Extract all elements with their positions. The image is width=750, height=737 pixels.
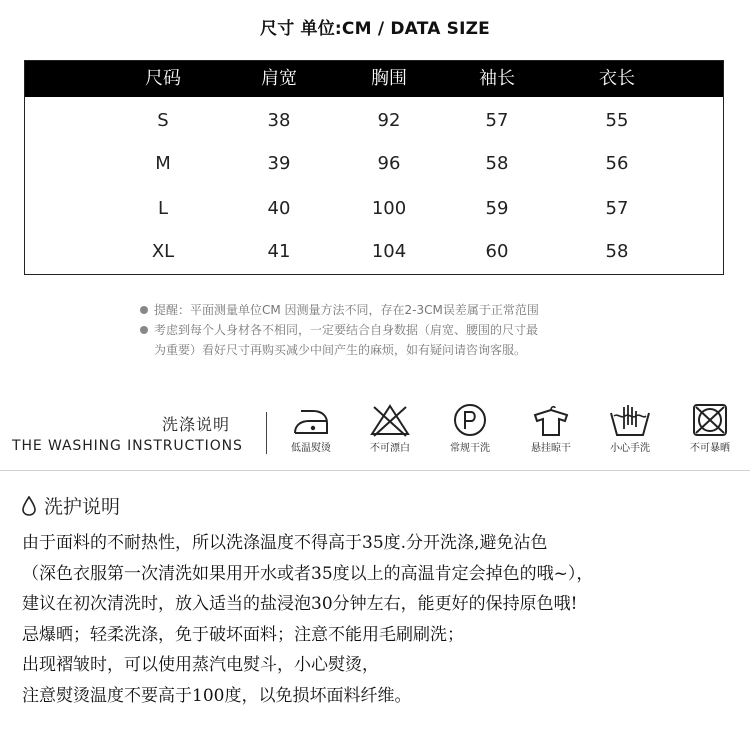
header-length: 衣长 [599,68,635,89]
wash-instruction [430,403,510,454]
care-line: 出现褶皱时，可以使用蒸汽电熨斗，小心熨烫， [22,655,379,675]
wash-instruction [670,403,750,454]
wash-instruction [590,403,670,454]
note-item [138,300,638,320]
hang-dry-icon [529,403,573,437]
cell-length: 56 [605,153,629,174]
cell-shoulder: 38 [267,110,291,131]
care-body [22,528,750,711]
dry-clean-p-icon [448,403,492,437]
cell-size: L [157,198,169,219]
cell-size: M [155,153,171,174]
cell-length: 55 [605,110,629,131]
page-title: 尺寸 单位:CM / DATA SIZE [260,19,490,39]
wash-instruction [350,403,430,454]
washing-title-en: THE WASHING INSTRUCTIONS [12,438,243,454]
table-row [25,152,723,176]
care-title-text: 洗护说明 [44,496,121,518]
care-line: 由于面料的不耐热性，所以洗涤温度不得高于35度.分开洗涤,避免沾色 [22,533,548,553]
care-line: 建议在初次清洗时，放入适当的盐浸泡30分钟左右，能更好的保持原色哦! [22,594,578,614]
table-row [25,109,723,133]
wash-label: 悬挂晾干 [531,443,571,454]
care-line: （深色衣服第一次清洗如果用开水或者35度以上的高温肯定会掉色的哦~）， [22,563,594,584]
wash-label: 小心手洗 [610,443,650,454]
section-divider [0,470,750,471]
note-text: 提醒：平面测量单位CM 因测量方法不同，存在2-3CM误差属于正常范围 [154,303,539,317]
table-row [25,240,723,264]
cell-sleeve: 59 [485,198,509,219]
care-line: 忌爆晒；轻柔洗涤，免于破坏面料；注意不能用毛刷刷洗； [22,624,464,645]
measurement-notes [138,300,638,360]
header-size: 尺码 [145,68,181,89]
cell-length: 57 [605,198,629,219]
size-table [24,60,724,275]
hand-wash-icon [608,403,652,437]
care-line: 注意熨烫温度不要高于100度，以免损坏面料纤维。 [22,685,412,706]
header-sleeve: 袖长 [479,68,515,89]
cell-chest: 92 [377,110,401,131]
washing-title-cn: 洗涤说明 [162,415,231,434]
wash-label: 不可漂白 [370,443,410,454]
cell-sleeve: 58 [485,153,509,174]
iron-low-temp-icon [289,403,333,437]
bullet-dot-icon [140,306,148,314]
cell-shoulder: 40 [267,198,291,219]
no-bleach-icon [368,403,412,437]
note-item [138,320,638,340]
bullet-dot-icon [140,326,148,334]
cell-chest: 96 [377,153,401,174]
wash-instruction [511,403,591,454]
cell-chest: 100 [371,198,407,219]
cell-shoulder: 41 [267,241,291,262]
cell-size: S [157,110,169,131]
table-row [25,197,723,221]
cell-length: 58 [605,241,629,262]
water-drop-icon [22,496,36,516]
cell-size: XL [151,241,175,262]
note-text: 考虑到每个人身材各不相同，一定要结合自身数据（肩宽、腰围的尺寸最 [154,323,539,337]
wash-label: 低温熨烫 [291,443,331,454]
cell-shoulder: 39 [267,153,291,174]
cell-sleeve: 57 [485,110,509,131]
washing-divider [266,412,267,454]
wash-label: 不可暴晒 [690,443,730,454]
header-shoulder: 肩宽 [261,68,297,89]
cell-sleeve: 60 [485,241,509,262]
wash-instruction [271,403,351,454]
header-chest: 胸围 [371,68,407,89]
wash-label: 常规干洗 [450,443,490,454]
note-item [138,340,638,360]
care-title [22,492,120,519]
note-text: 为重要）看好尺寸再购买减少中间产生的麻烦，如有疑问请咨询客服。 [154,343,527,357]
no-tumble-dry-icon [688,403,732,437]
table-header [25,61,723,97]
cell-chest: 104 [371,241,407,262]
